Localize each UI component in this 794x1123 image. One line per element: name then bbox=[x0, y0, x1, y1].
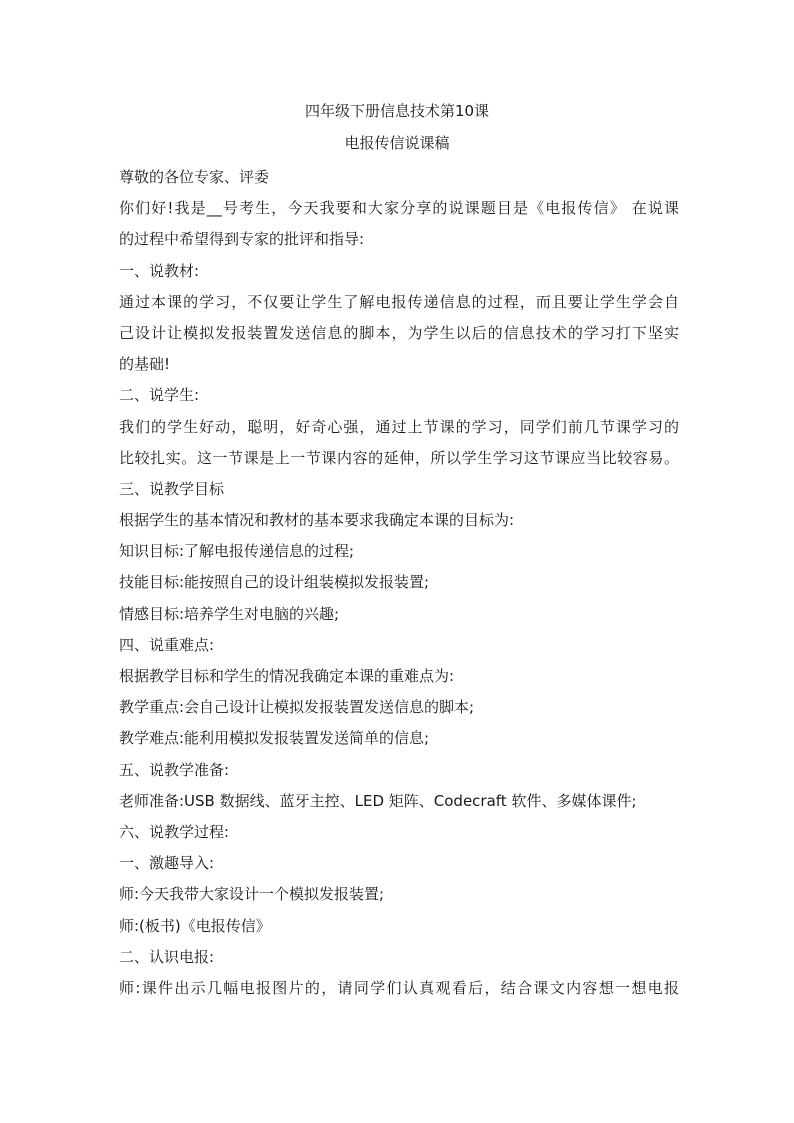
teaching-focus: 教学重点:会自己设计让模拟发报装置发送信息的脚本; bbox=[119, 698, 475, 717]
paragraph-line: 的过程中希望得到专家的批评和指导: bbox=[119, 230, 365, 249]
objective-knowledge: 知识目标:了解电报传递信息的过程; bbox=[119, 542, 355, 561]
subsection-heading-intro: 一、激趣导入: bbox=[119, 854, 215, 873]
paragraph-line: 通过本课的学习，不仅要让学生了解电报传递信息的过程，而且要让学生学会自 bbox=[119, 292, 679, 311]
teacher-line: 师:(板书)《电报传信》 bbox=[119, 916, 271, 935]
teacher-line: 师:今天我带大家设计一个模拟发报装置; bbox=[119, 885, 385, 904]
paragraph-line: 我们的学生好动，聪明，好奇心强，通过上节课的学习，同学们前几节课学习的 bbox=[119, 417, 679, 436]
document-title: 四年级下册信息技术第10课 bbox=[304, 102, 490, 120]
section-heading-key-points: 四、说重难点: bbox=[119, 635, 215, 654]
greeting-line: 尊敬的各位专家、评委 bbox=[119, 168, 270, 186]
paragraph-line: 己设计让模拟发报装置发送信息的脚本，为学生以后的信息技术的学习打下坚实 bbox=[119, 323, 679, 342]
section-heading-textbook: 一、说教材: bbox=[119, 261, 200, 280]
objective-skill: 技能目标:能按照自己的设计组装模拟发报装置; bbox=[119, 573, 430, 592]
teacher-line: 师:课件出示几幅电报图片的，请同学们认真观看后，结合课文内容想一想电报 bbox=[119, 978, 679, 997]
paragraph-line: 根据教学目标和学生的情况我确定本课的重难点为: bbox=[119, 667, 455, 685]
document-body bbox=[119, 162, 679, 1004]
paragraph-line: 的基础! bbox=[119, 355, 171, 374]
section-heading-process: 六、说教学过程: bbox=[119, 822, 230, 841]
objective-emotion: 情感目标:培养学生对电脑的兴趣; bbox=[119, 604, 340, 623]
teacher-preparation: 老师准备:USB 数据线、蓝牙主控、LED 矩阵、Codecraft 软件、多媒体课件; bbox=[119, 791, 637, 810]
section-heading-objectives: 三、说教学目标 bbox=[119, 479, 225, 498]
teaching-difficulty: 教学难点:能利用模拟发报装置发送简单的信息; bbox=[119, 729, 430, 748]
subsection-heading-telegraph: 二、认识电报: bbox=[119, 947, 215, 966]
paragraph-line: 根据学生的基本情况和教材的基本要求我确定本课的目标为: bbox=[119, 511, 515, 530]
document-subtitle: 电报传信说课稿 bbox=[344, 134, 450, 152]
paragraph-line: 比较扎实。这一节课是上一节课内容的延伸，所以学生学习这节课应当比较容易。 bbox=[119, 448, 679, 467]
section-heading-students: 二、说学生: bbox=[119, 386, 200, 405]
section-heading-preparation: 五、说教学准备: bbox=[119, 760, 230, 779]
paragraph-line: 你们好!我是__号考生，今天我要和大家分享的说课题目是《电报传信》 在说课 bbox=[119, 199, 679, 218]
